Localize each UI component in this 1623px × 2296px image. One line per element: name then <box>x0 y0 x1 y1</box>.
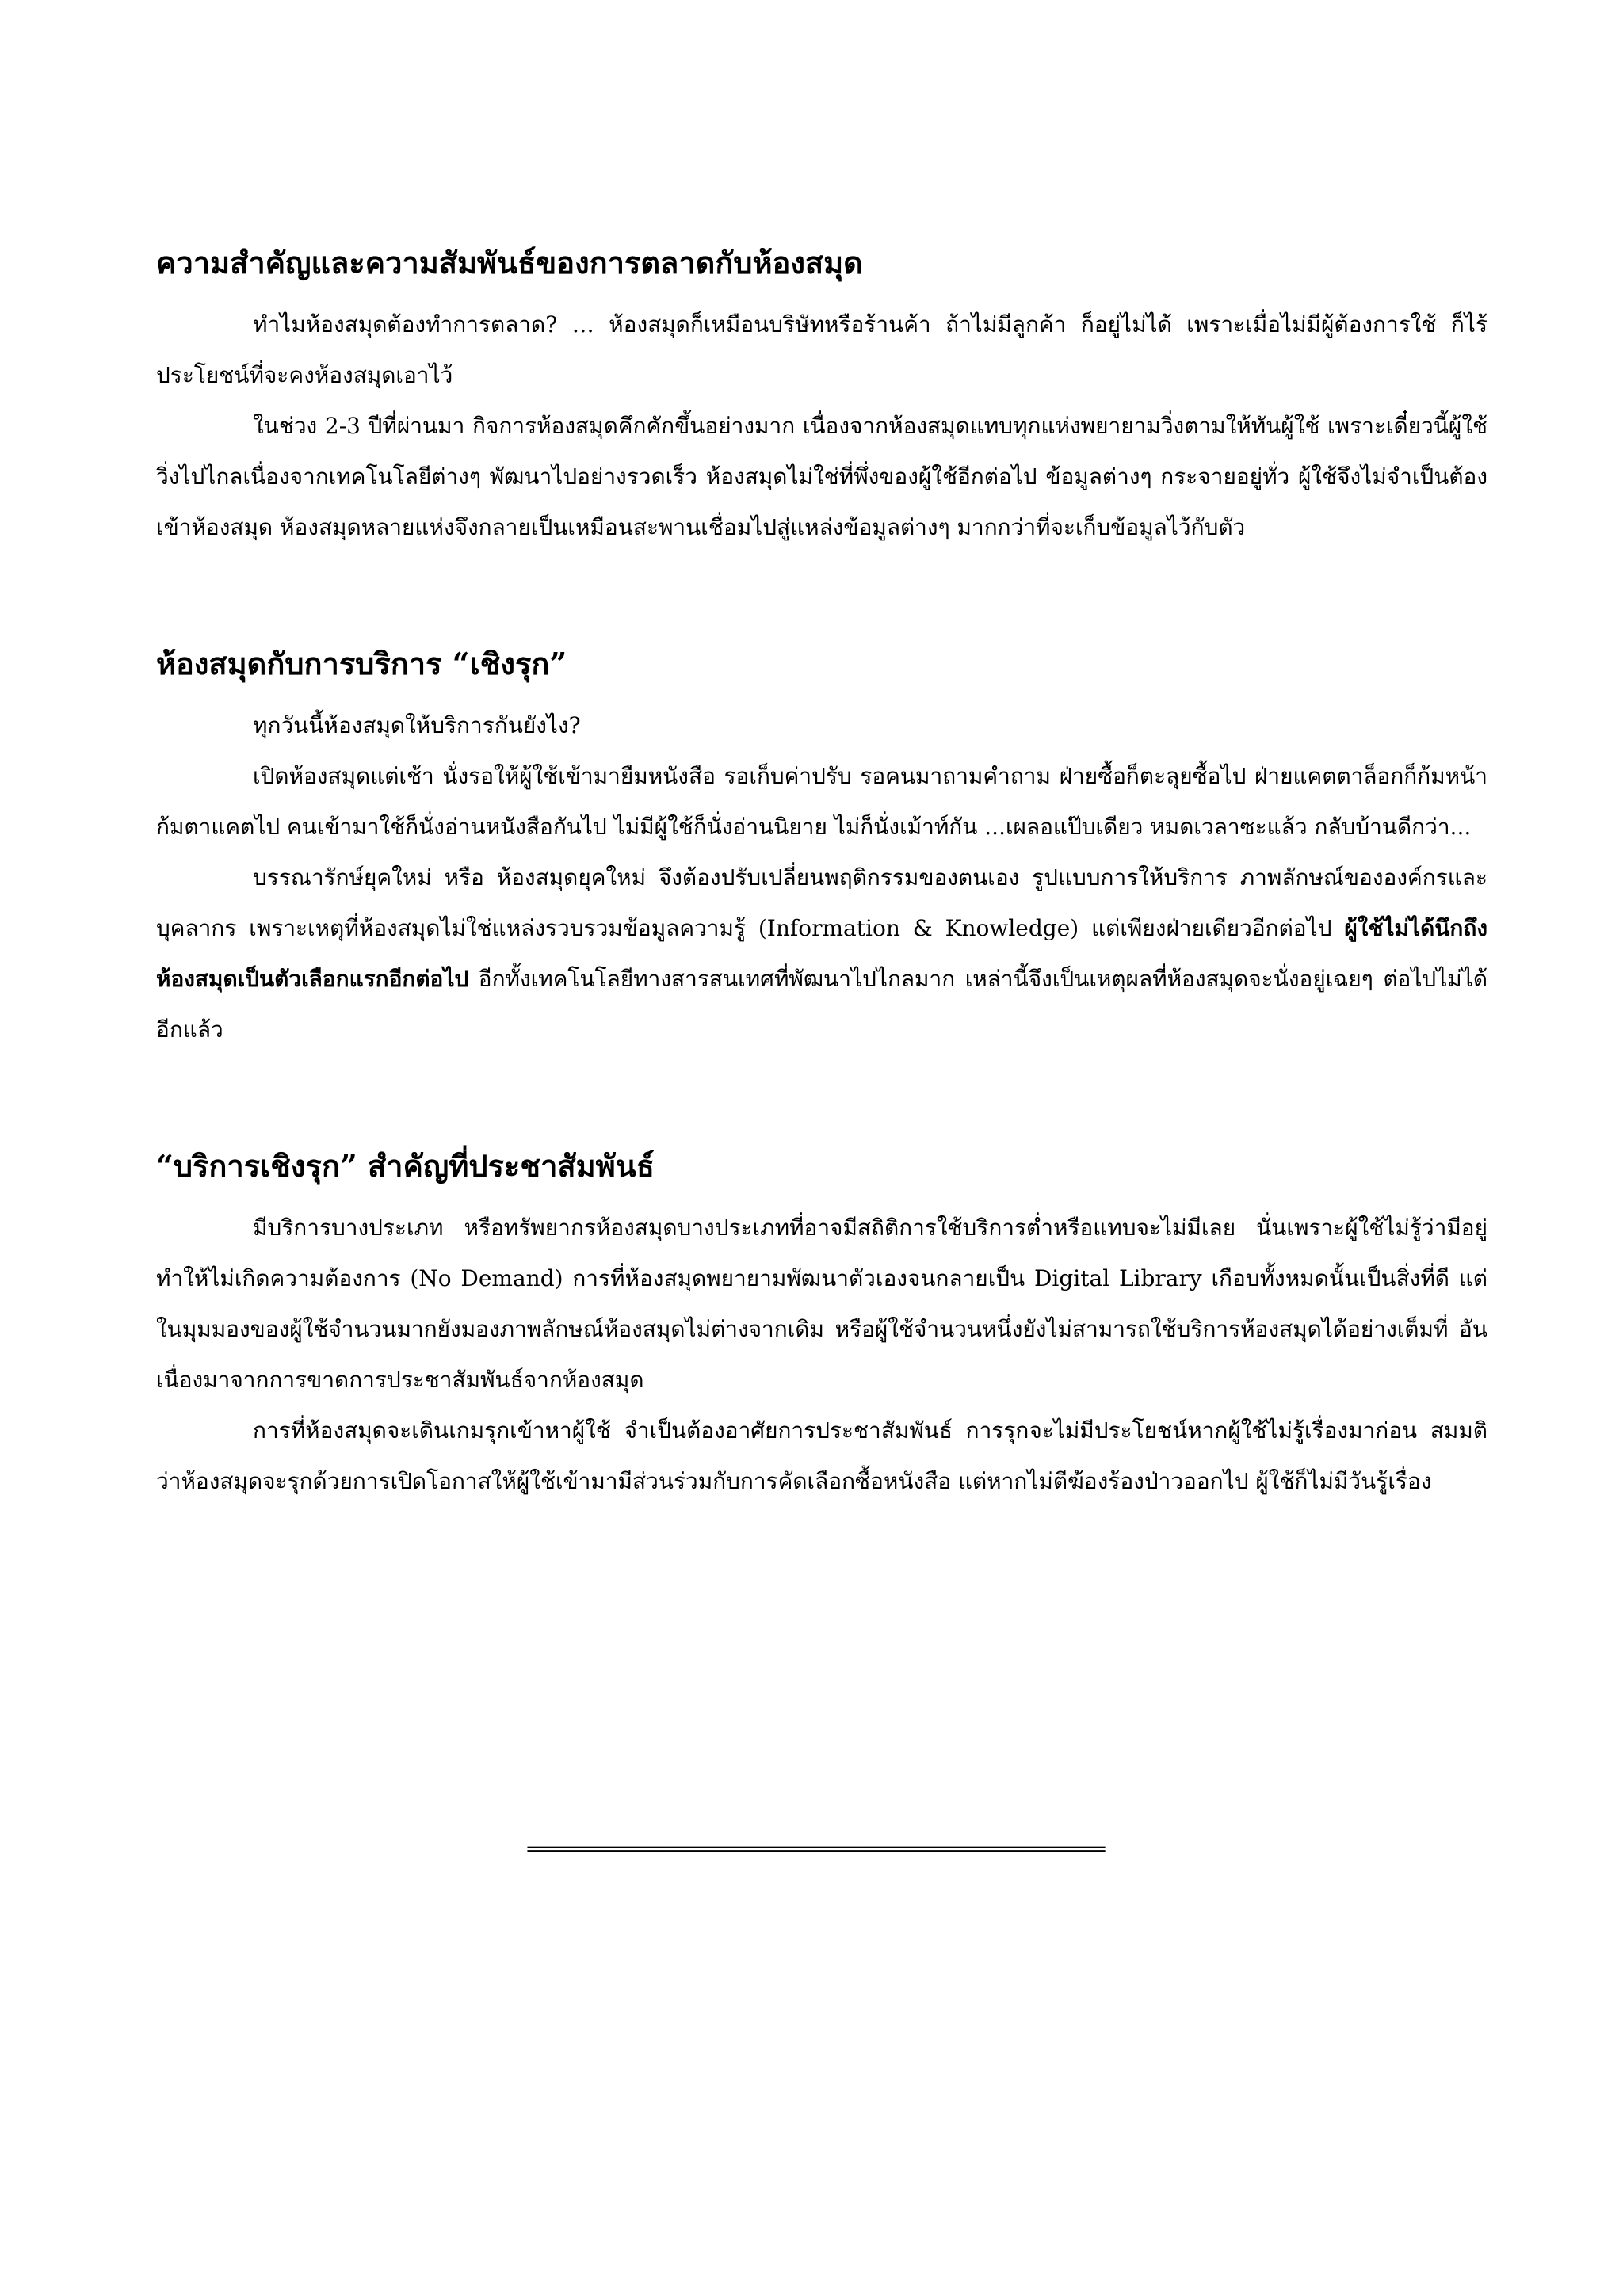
paragraph: ในช่วง 2-3 ปีที่ผ่านมา กิจการห้องสมุดคึกคักขึ้นอย่างมาก เนื่องจากห้องสมุดแทบทุกแห่งพยายามวิ่งตามให้ทันผู้ใช้ เพราะเดี๋ยวนี้ผู้ใช้วิ่งไปไกลเนื่องจากเทคโนโลยีต่างๆ พัฒนาไปอย่างรวดเร็ว ห้องสมุดไม่ใช่ที่พึ่งของผู้ใช้อีกต่อไป ข้อมูลต่างๆ กระจายอยู่ทั่ว ผู้ใช้จึงไม่จำเป็นต้องเข้าห้องสมุด ห้องสมุดหลายแห่งจึงกลายเป็นเหมือนสะพานเชื่อมไปสู่แหล่งข้อมูลต่างๆ มากกว่าที่จะเก็บข้อมูลไว้กับตัว <box>156 413 1487 540</box>
section-public-relations <box>156 1141 1487 1507</box>
paragraph-text: บรรณารักษ์ยุคใหม่ หรือ ห้องสมุดยุคใหม่ จึงต้องปรับเปลี่ยนพฤติกรรมของตนเอง รูปแบบการให้บริการ ภาพลักษณ์ขององค์กรและบุคลากร เพราะเหตุที่ห้องสมุดไม่ใช่แหล่งรวบรวมข้อมูลความรู้ (Information & Knowledge) แต่เพียงฝ่ายเดียวอีกต่อไป <box>156 864 1487 941</box>
divider-line: ================================================================== <box>526 1840 1105 1859</box>
section-heading: “บริการเชิงรุก” สำคัญที่ประชาสัมพันธ์ <box>156 1148 655 1184</box>
section-heading: ความสำคัญและความสัมพันธ์ของการตลาดกับห้องสมุด <box>156 245 863 280</box>
paragraph: การที่ห้องสมุดจะเดินเกมรุกเข้าหาผู้ใช้ จำเป็นต้องอาศัยการประชาสัมพันธ์ การรุกจะไม่มีประโยชน์หากผู้ใช้ไม่รู้เรื่องมาก่อน สมมติว่าห้องสมุดจะรุกด้วยการเปิดโอกาสให้ผู้ใช้เข้ามามีส่วนร่วมกับการคัดเลือกซื้อหนังสือ แต่หากไม่ตีฆ้องร้องป่าวออกไป ผู้ใช้ก็ไม่มีวันรู้เรื่อง <box>156 1417 1487 1494</box>
section-heading: ห้องสมุดกับการบริการ “เชิงรุก” <box>156 646 567 681</box>
paragraph: เปิดห้องสมุดแต่เช้า นั่งรอให้ผู้ใช้เข้ามายืมหนังสือ รอเก็บค่าปรับ รอคนมาถามคำถาม ฝ่ายซื้อก็ตะลุยซื้อไป ฝ่ายแคตตาล็อกก็ก้มหน้าก้มตาแคตไป คนเข้ามาใช้ก็นั่งอ่านหนังสือกันไป ไม่มีผู้ใช้ก็นั่งอ่านนิยาย ไม่ก็นั่งเม้าท์กัน ...เผลอแป๊บเดียว หมดเวลาซะแล้ว กลับบ้านดีกว่า... <box>156 763 1487 840</box>
section-proactive-service <box>156 639 1487 1055</box>
paragraph-text: อีกทั้งเทคโนโลยีทางสารสนเทศที่พัฒนาไปไกลมาก เหล่านี้จึงเป็นเหตุผลที่ห้องสมุดจะนั่งอยู่เฉยๆ ต่อไปไม่ได้อีกแล้ว <box>156 966 1487 1043</box>
emphasized-text: ผู้ใช้ไม่ได้นึกถึงห้องสมุดเป็นตัวเลือกแรกอีกต่อไป <box>156 915 1487 992</box>
paragraph: ทุกวันนี้ห้องสมุดให้บริการกันยังไง? <box>253 712 581 738</box>
paragraph-with-emphasis <box>156 852 1487 1055</box>
document-page <box>156 238 1487 1592</box>
paragraph: มีบริการบางประเภท หรือทรัพยากรห้องสมุดบางประเภทที่อาจมีสถิติการใช้บริการต่ำหรือแทบจะไม่มีเลย นั่นเพราะผู้ใช้ไม่รู้ว่ามีอยู่ ทำให้ไม่เกิดความต้องการ (No Demand) การที่ห้องสมุดพยายามพัฒนาตัวเองจนกลายเป็น Digital Library เกือบทั้งหมดนั้นเป็นสิ่งที่ดี แต่ในมุมมองของผู้ใช้จำนวนมากยังมองภาพลักษณ์ห้องสมุดไม่ต่างจากเดิม หรือผู้ใช้จำนวนหนึ่งยังไม่สามารถใช้บริการห้องสมุดได้อย่างเต็มที่ อันเนื่องมาจากการขาดการประชาสัมพันธ์จากห้องสมุด <box>156 1215 1487 1393</box>
section-marketing-importance <box>156 238 1487 553</box>
paragraph: ทำไมห้องสมุดต้องทำการตลาด? … ห้องสมุดก็เหมือนบริษัทหรือร้านค้า ถ้าไม่มีลูกค้า ก็อยู่ไม่ได้ เพราะเมื่อไม่มีผู้ต้องการใช้ ก็ไร้ประโยชน์ที่จะคงห้องสมุดเอาไว้ <box>156 311 1487 388</box>
